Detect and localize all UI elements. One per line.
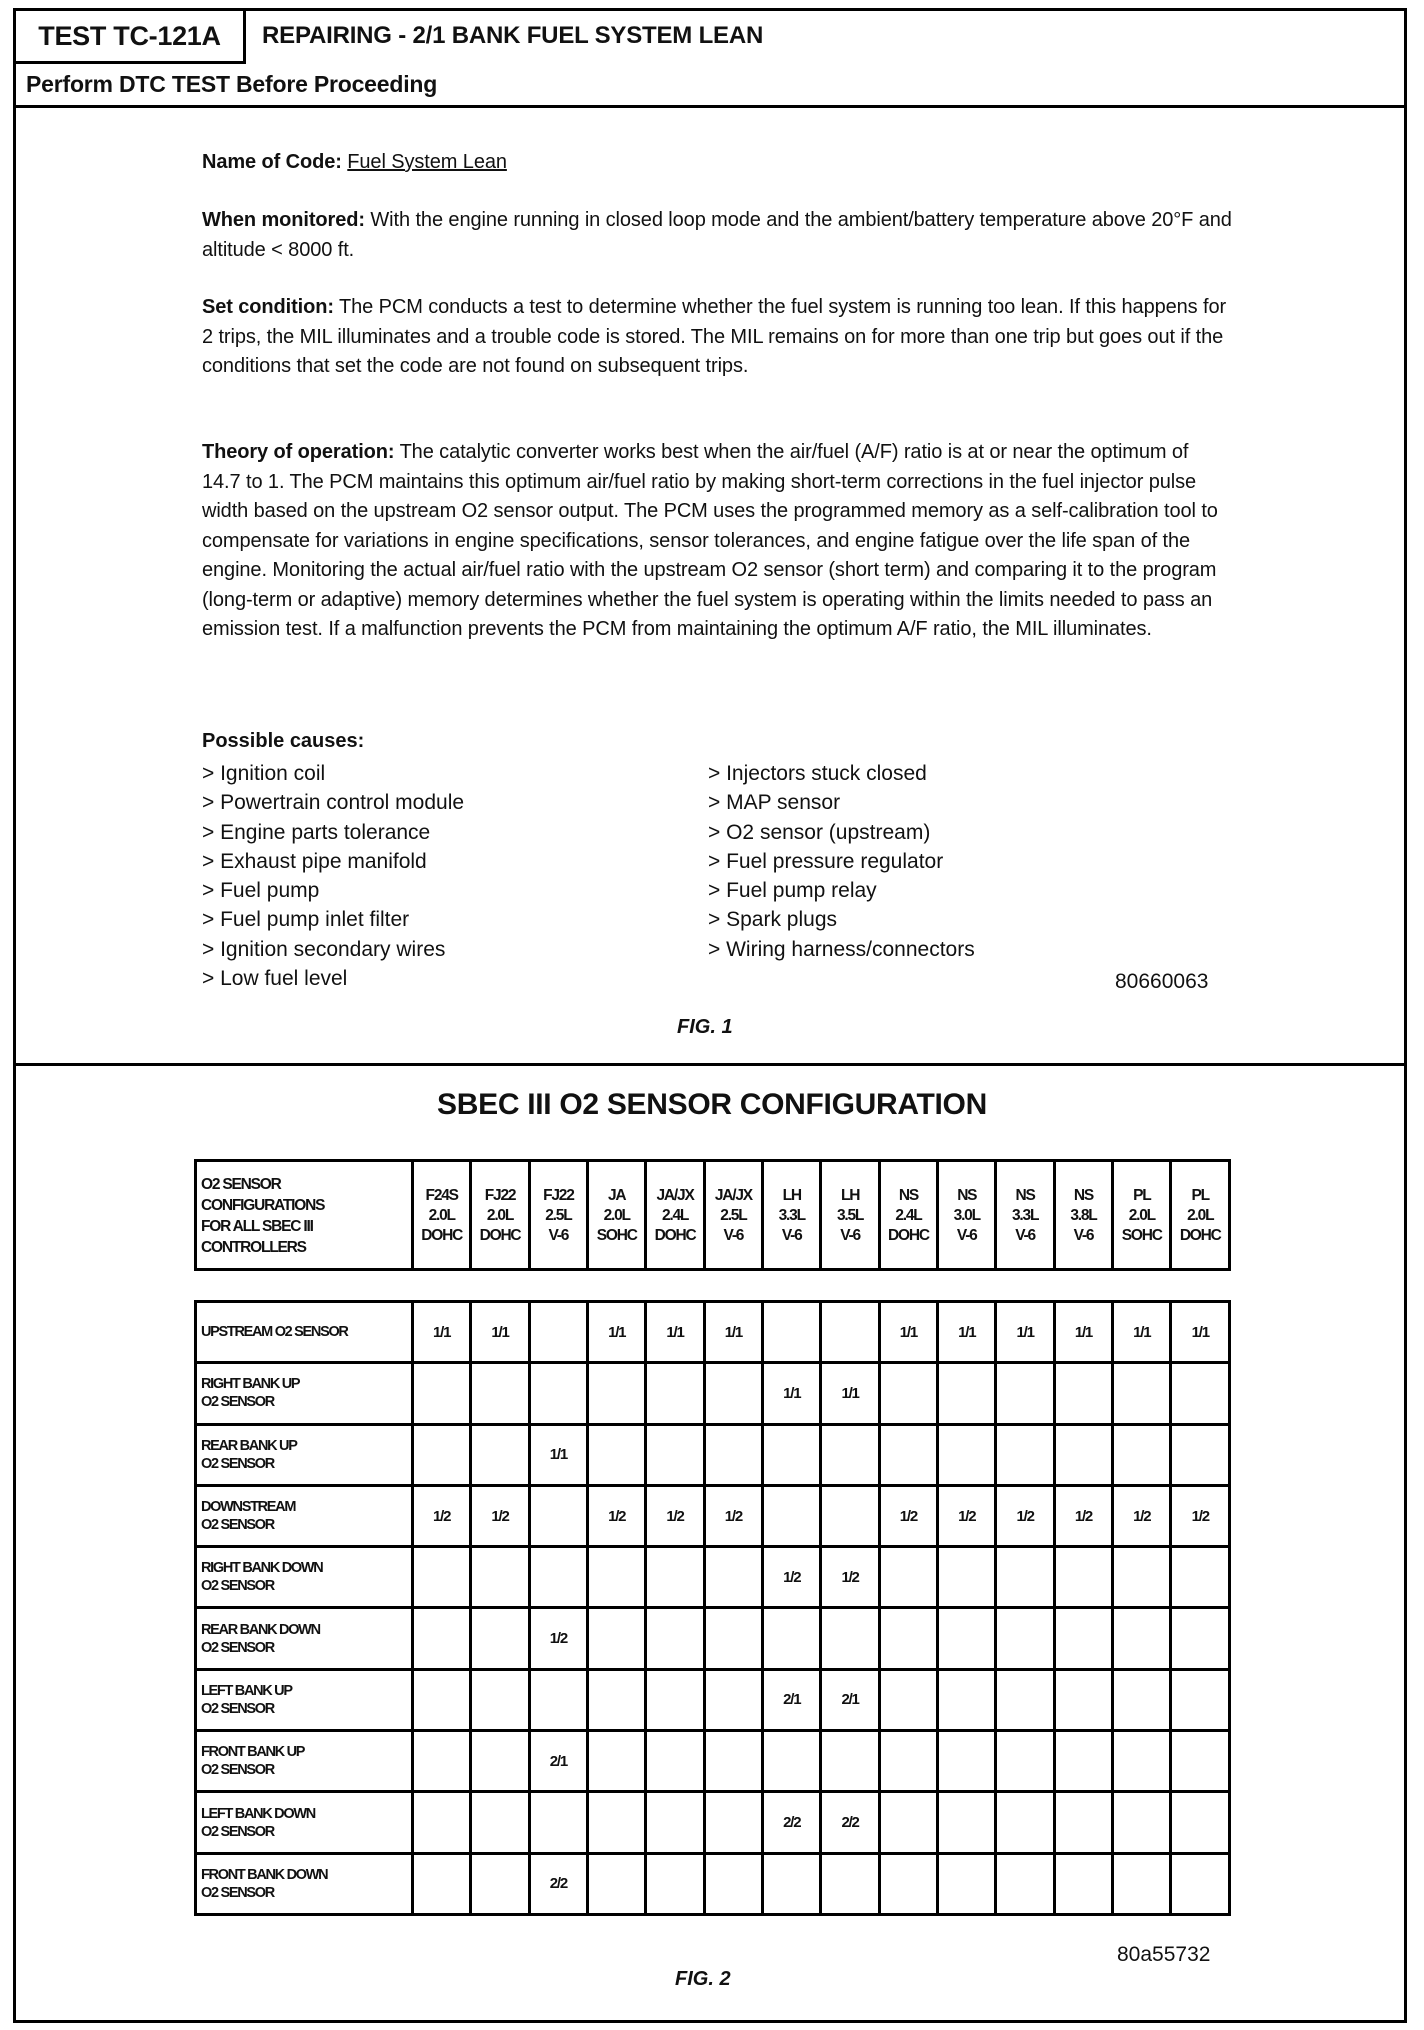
- table-cell: 1/1: [996, 1302, 1054, 1363]
- table-cell: [529, 1547, 587, 1608]
- table-cell: 1/2: [1113, 1485, 1171, 1546]
- row-label: UPSTREAM O2 SENSOR: [196, 1302, 413, 1363]
- header-label-cell: O2 SENSOR CONFIGURATIONS FOR ALL SBEC III CONTROLLERS: [196, 1161, 413, 1270]
- row-label: LEFT BANK DOWN O2 SENSOR: [196, 1792, 413, 1853]
- set-condition-text: The PCM conducts a test to determine whether the fuel system is running too lean. If this happens for 2 trips, the MIL illuminates and a trouble code is stored. The MIL remains on for more than one trip but goes out if the conditions that set the code are not found on subsequent trips.: [202, 296, 1227, 377]
- table-cell: 1/2: [1171, 1485, 1230, 1546]
- table-cell: 1/2: [646, 1485, 704, 1546]
- table-cell: [821, 1424, 879, 1485]
- table-cell: [938, 1547, 996, 1608]
- possible-causes-heading: Possible causes:: [202, 730, 365, 752]
- table-cell: 1/1: [413, 1302, 471, 1363]
- table-cell: [938, 1669, 996, 1730]
- table-cell: [704, 1792, 762, 1853]
- table-cell: [588, 1608, 646, 1669]
- table-cell: [471, 1424, 529, 1485]
- table-cell: [996, 1608, 1054, 1669]
- table-cell: [1171, 1608, 1230, 1669]
- table-cell: [588, 1424, 646, 1485]
- table-cell: [413, 1608, 471, 1669]
- row-label: REAR BANK UP O2 SENSOR: [196, 1424, 413, 1485]
- table-cell: [879, 1363, 937, 1424]
- cause-item: > MAP sensor: [708, 791, 841, 815]
- table-cell: [996, 1792, 1054, 1853]
- cause-item: > Powertrain control module: [202, 791, 465, 815]
- table-cell: [1054, 1792, 1112, 1853]
- row-label: LEFT BANK UP O2 SENSOR: [196, 1669, 413, 1730]
- table-cell: [879, 1669, 937, 1730]
- table-cell: [529, 1485, 587, 1546]
- table-cell: [413, 1792, 471, 1853]
- row-label: RIGHT BANK UP O2 SENSOR: [196, 1363, 413, 1424]
- row-label: FRONT BANK DOWN O2 SENSOR: [196, 1853, 413, 1914]
- table-cell: [763, 1485, 821, 1546]
- table-cell: [938, 1608, 996, 1669]
- table-cell: [879, 1731, 937, 1792]
- when-monitored: [202, 206, 1232, 265]
- test-id: TEST TC-121A: [38, 20, 221, 51]
- table-cell: [413, 1363, 471, 1424]
- column-header: PL 2.0L DOHC: [1171, 1161, 1230, 1270]
- table-cell: [471, 1731, 529, 1792]
- column-header: LH 3.3L V-6: [763, 1161, 821, 1270]
- cause-item: > Ignition coil: [202, 762, 326, 785]
- set-condition-label: Set condition:: [202, 296, 334, 318]
- table-cell: [938, 1731, 996, 1792]
- column-header: PL 2.0L SOHC: [1113, 1161, 1171, 1270]
- table-cell: 1/1: [1113, 1302, 1171, 1363]
- column-header: NS 3.8L V-6: [1054, 1161, 1112, 1270]
- row-label: REAR BANK DOWN O2 SENSOR: [196, 1608, 413, 1669]
- table-cell: [471, 1669, 529, 1730]
- possible-causes-left: [202, 759, 464, 993]
- theory-text: The catalytic converter works best when the air/fuel (A/F) ratio is at or near the optimum of 14.7 to 1. The PCM maintains this optimum air/fuel ratio by making short-term corrections in the fuel injector pulse width based on the upstream O2 sensor output. The PCM uses the programmed memory as a self-calibration tool to compensate for variations in engine specifications, sensor tolerances, and engine fatigue over the life span of the engine. Monitoring the actual air/fuel ratio with the upstream O2 sensor (short term) and comparing it to the program (long-term or adaptive) memory determines whether the fuel system is operating within the limits needed to pass an emission test. If a malfunction prevents the PCM from maintaining the optimum A/F ratio, the MIL illuminates.: [202, 441, 1218, 640]
- table-cell: [704, 1363, 762, 1424]
- table-cell: [1054, 1853, 1112, 1914]
- table-cell: [588, 1547, 646, 1608]
- table-row: [196, 1792, 1230, 1853]
- table-cell: [879, 1424, 937, 1485]
- table-cell: [471, 1547, 529, 1608]
- fig2-label: FIG. 2: [675, 1968, 731, 1990]
- table-cell: [821, 1302, 879, 1363]
- column-header: NS 2.4L DOHC: [879, 1161, 937, 1270]
- table-cell: [704, 1853, 762, 1914]
- table-cell: 2/2: [763, 1792, 821, 1853]
- table-cell: [646, 1853, 704, 1914]
- name-of-code-value: Fuel System Lean: [347, 151, 507, 173]
- column-header: JA/JX 2.4L DOHC: [646, 1161, 704, 1270]
- column-header: NS 3.0L V-6: [938, 1161, 996, 1270]
- table-cell: [763, 1302, 821, 1363]
- table-cell: [646, 1669, 704, 1730]
- cause-item: > Injectors stuck closed: [708, 762, 927, 785]
- table-cell: [471, 1363, 529, 1424]
- table-row: [196, 1608, 1230, 1669]
- table-cell: 1/1: [704, 1302, 762, 1363]
- table-cell: 2/2: [821, 1792, 879, 1853]
- table-cell: [1113, 1424, 1171, 1485]
- table-cell: [1171, 1669, 1230, 1730]
- table-cell: [413, 1853, 471, 1914]
- table-row: [196, 1424, 1230, 1485]
- table-cell: 1/2: [879, 1485, 937, 1546]
- table-cell: [471, 1608, 529, 1669]
- table-cell: [996, 1731, 1054, 1792]
- table-cell: [529, 1302, 587, 1363]
- table-cell: [704, 1608, 762, 1669]
- table-cell: 1/2: [588, 1485, 646, 1546]
- table-cell: [938, 1424, 996, 1485]
- table-cell: 1/2: [996, 1485, 1054, 1546]
- table-cell: 1/1: [1171, 1302, 1230, 1363]
- table-cell: 1/1: [1054, 1302, 1112, 1363]
- cause-item: > Low fuel level: [202, 967, 348, 991]
- column-header: FJ22 2.0L DOHC: [471, 1161, 529, 1270]
- table-cell: [1054, 1424, 1112, 1485]
- table-cell: 1/2: [821, 1547, 879, 1608]
- table-cell: [1113, 1853, 1171, 1914]
- test-subtitle: Perform DTC TEST Before Proceeding: [26, 71, 438, 97]
- cause-item: > Exhaust pipe manifold: [202, 849, 427, 873]
- table-cell: [1113, 1363, 1171, 1424]
- table-cell: 1/2: [1054, 1485, 1112, 1546]
- config-table-title: SBEC III O2 SENSOR CONFIGURATION: [437, 1088, 987, 1121]
- name-of-code-label: Name of Code:: [202, 151, 342, 173]
- table-cell: [938, 1792, 996, 1853]
- table-cell: [821, 1731, 879, 1792]
- when-monitored-label: When monitored:: [202, 209, 365, 231]
- table-cell: [529, 1669, 587, 1730]
- cause-item: > Spark plugs: [708, 908, 837, 932]
- possible-causes-right: [708, 759, 975, 964]
- cause-item: > Fuel pump relay: [708, 879, 877, 903]
- theory-label: Theory of operation:: [202, 441, 395, 463]
- table-cell: 2/2: [529, 1853, 587, 1914]
- table-header-row: [196, 1161, 1230, 1270]
- table-cell: [821, 1608, 879, 1669]
- column-header: JA 2.0L SOHC: [588, 1161, 646, 1270]
- table-cell: [1113, 1669, 1171, 1730]
- fig1-code: 80660063: [1115, 970, 1209, 993]
- table-cell: [646, 1547, 704, 1608]
- table-row: [196, 1302, 1230, 1363]
- table-cell: 1/1: [938, 1302, 996, 1363]
- table-cell: [996, 1669, 1054, 1730]
- table-row: [196, 1485, 1230, 1546]
- when-monitored-text: With the engine running in closed loop mode and the ambient/battery temperature above 20°F and altitude < 8000 ft.: [202, 209, 1232, 261]
- table-cell: [704, 1424, 762, 1485]
- config-table-header: [194, 1159, 1231, 1271]
- table-cell: 2/1: [763, 1669, 821, 1730]
- table-cell: [763, 1853, 821, 1914]
- table-row: [196, 1853, 1230, 1914]
- table-row: [196, 1731, 1230, 1792]
- table-cell: [646, 1608, 704, 1669]
- name-of-code: [202, 148, 1232, 178]
- header-divider: [13, 105, 1407, 108]
- table-cell: [704, 1669, 762, 1730]
- table-cell: [646, 1363, 704, 1424]
- cause-item: > Fuel pump: [202, 879, 320, 903]
- table-cell: [879, 1547, 937, 1608]
- table-cell: [1171, 1731, 1230, 1792]
- table-cell: [588, 1363, 646, 1424]
- set-condition: [202, 293, 1232, 382]
- row-label: FRONT BANK UP O2 SENSOR: [196, 1731, 413, 1792]
- row-label: RIGHT BANK DOWN O2 SENSOR: [196, 1547, 413, 1608]
- table-cell: 1/2: [763, 1547, 821, 1608]
- table-cell: [1054, 1547, 1112, 1608]
- table-row: [196, 1669, 1230, 1730]
- fig1-label: FIG. 1: [677, 1016, 733, 1038]
- table-cell: [413, 1547, 471, 1608]
- fig2-code: 80a55732: [1117, 1943, 1211, 1966]
- table-cell: [704, 1547, 762, 1608]
- table-cell: [1171, 1547, 1230, 1608]
- table-cell: [1054, 1608, 1112, 1669]
- table-cell: [938, 1853, 996, 1914]
- table-cell: [1113, 1731, 1171, 1792]
- theory-of-operation: [202, 438, 1232, 645]
- table-cell: [1113, 1547, 1171, 1608]
- test-title: REPAIRING - 2/1 BANK FUEL SYSTEM LEAN: [262, 22, 764, 49]
- table-cell: [1171, 1363, 1230, 1424]
- table-cell: [1171, 1792, 1230, 1853]
- table-cell: [529, 1792, 587, 1853]
- column-header: F24S 2.0L DOHC: [413, 1161, 471, 1270]
- table-cell: [1171, 1424, 1230, 1485]
- column-header: LH 3.5L V-6: [821, 1161, 879, 1270]
- table-cell: [588, 1792, 646, 1853]
- table-cell: 1/2: [413, 1485, 471, 1546]
- table-cell: 1/1: [529, 1424, 587, 1485]
- column-header: FJ22 2.5L V-6: [529, 1161, 587, 1270]
- table-cell: [471, 1792, 529, 1853]
- cause-item: > Fuel pump inlet filter: [202, 908, 410, 932]
- table-cell: 1/1: [471, 1302, 529, 1363]
- table-cell: [1054, 1731, 1112, 1792]
- section-divider: [13, 1063, 1407, 1066]
- column-header: JA/JX 2.5L V-6: [704, 1161, 762, 1270]
- table-cell: [763, 1424, 821, 1485]
- table-cell: [996, 1853, 1054, 1914]
- table-cell: [588, 1731, 646, 1792]
- table-cell: [821, 1485, 879, 1546]
- cause-item: > Engine parts tolerance: [202, 820, 431, 844]
- table-cell: 1/2: [704, 1485, 762, 1546]
- table-cell: [704, 1731, 762, 1792]
- table-cell: [588, 1669, 646, 1730]
- table-cell: [879, 1608, 937, 1669]
- table-cell: 1/1: [879, 1302, 937, 1363]
- table-cell: 1/2: [529, 1608, 587, 1669]
- table-cell: 1/2: [471, 1485, 529, 1546]
- test-id-box: [13, 8, 246, 64]
- table-cell: [413, 1731, 471, 1792]
- table-cell: 1/2: [938, 1485, 996, 1546]
- table-cell: [471, 1853, 529, 1914]
- config-table: [194, 1300, 1231, 1916]
- table-cell: 2/1: [529, 1731, 587, 1792]
- table-row: [196, 1547, 1230, 1608]
- table-cell: [996, 1363, 1054, 1424]
- table-cell: [1171, 1853, 1230, 1914]
- cause-item: > O2 sensor (upstream): [708, 820, 931, 844]
- table-cell: [1054, 1669, 1112, 1730]
- table-cell: [763, 1608, 821, 1669]
- cause-item: > Fuel pressure regulator: [708, 849, 944, 873]
- table-row: [196, 1363, 1230, 1424]
- cause-item: > Ignition secondary wires: [202, 937, 446, 961]
- table-cell: [413, 1424, 471, 1485]
- table-cell: [1054, 1363, 1112, 1424]
- table-cell: 1/1: [646, 1302, 704, 1363]
- table-cell: [879, 1792, 937, 1853]
- table-cell: [646, 1731, 704, 1792]
- table-cell: [413, 1669, 471, 1730]
- table-cell: [763, 1731, 821, 1792]
- column-header: NS 3.3L V-6: [996, 1161, 1054, 1270]
- table-cell: [996, 1424, 1054, 1485]
- table-cell: [646, 1424, 704, 1485]
- table-cell: [1113, 1608, 1171, 1669]
- table-cell: 1/1: [821, 1363, 879, 1424]
- table-cell: 1/1: [588, 1302, 646, 1363]
- table-cell: [646, 1792, 704, 1853]
- table-cell: [588, 1853, 646, 1914]
- table-cell: [879, 1853, 937, 1914]
- table-cell: [1113, 1792, 1171, 1853]
- table-cell: 1/1: [763, 1363, 821, 1424]
- table-cell: [821, 1853, 879, 1914]
- table-cell: [996, 1547, 1054, 1608]
- table-cell: 2/1: [821, 1669, 879, 1730]
- cause-item: > Wiring harness/connectors: [708, 937, 975, 961]
- table-cell: [938, 1363, 996, 1424]
- row-label: DOWNSTREAM O2 SENSOR: [196, 1485, 413, 1546]
- table-cell: [529, 1363, 587, 1424]
